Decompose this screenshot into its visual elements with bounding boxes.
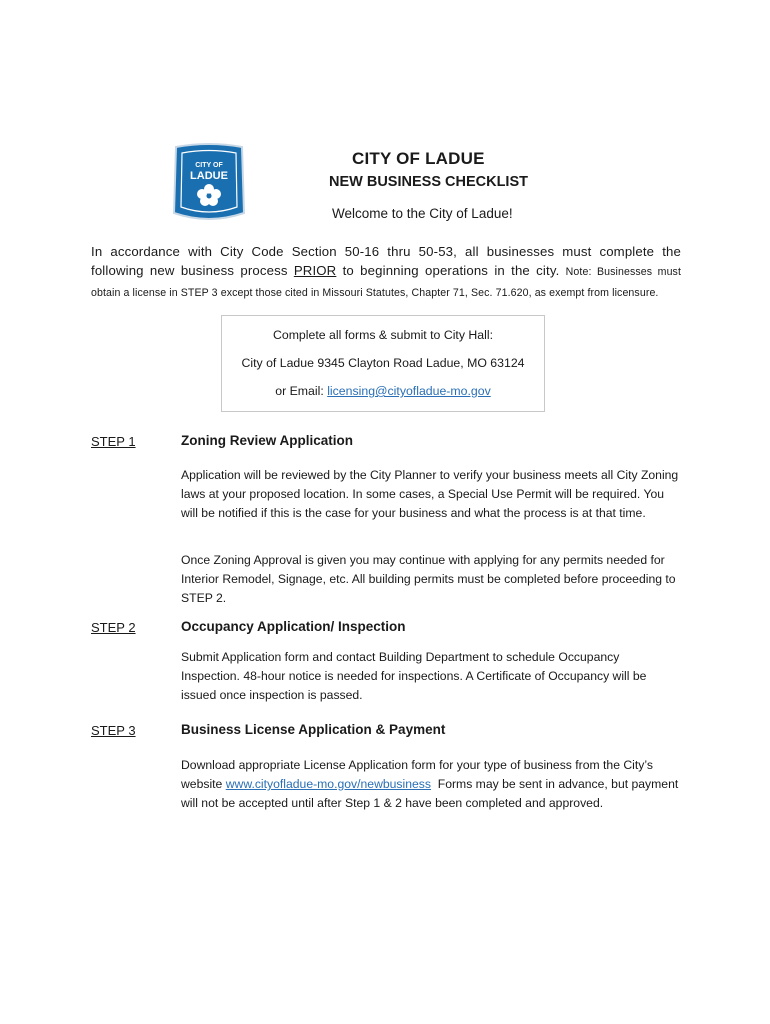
intro-text-before: In accordance with City Code Section 50-16 thru 50-53, all businesses must complete the following new business process — [91, 244, 681, 278]
intro-emphasis: PRIOR — [293, 263, 337, 278]
step3-paragraph — [181, 756, 681, 813]
welcome-text: Welcome to the City of Ladue! — [332, 206, 513, 221]
submit-email-line — [222, 384, 544, 398]
step3-title: Business License Application & Payment — [181, 722, 446, 737]
intro-paragraph — [91, 242, 681, 303]
city-of-ladue-logo — [170, 143, 248, 223]
intro-text-after: to beginning operations in the city. — [336, 263, 566, 278]
page-subtitle: NEW BUSINESS CHECKLIST — [329, 174, 528, 190]
step2-label: STEP 2 — [91, 620, 136, 635]
email-prefix: or Email: — [275, 384, 328, 398]
newbusiness-link[interactable]: www.cityofladue-mo.gov/newbusiness — [225, 777, 431, 791]
step2-title: Occupancy Application/ Inspection — [181, 619, 406, 634]
step2-paragraph: Submit Application form and contact Building Department to schedule Occupancy Inspection. 48-hour notice is needed for inspections. A Certificate of Occupancy will be issued once inspection is passed. — [181, 650, 647, 702]
submit-info-box — [221, 315, 545, 412]
logo-line2: LADUE — [190, 170, 228, 182]
intro-note: Note: Businesses must obtain a license in STEP 3 except those cited in Missouri Statutes, Chapter 71, Sec. 71.620, as exempt from licensure. — [91, 266, 682, 299]
step1-label: STEP 1 — [91, 434, 136, 449]
step3-label: STEP 3 — [91, 723, 136, 738]
step1-paragraph2: Once Zoning Approval is given you may continue with applying for any permits needed for Interior Remodel, Signage, etc. All building permits must be completed before proceeding to STEP 2. — [181, 553, 676, 605]
email-link[interactable]: licensing@cityofladue-mo.gov — [327, 384, 491, 398]
page-title: CITY OF LADUE — [352, 149, 485, 168]
step1-paragraph1: Application will be reviewed by the City Planner to verify your business meets all City Zoning laws at your proposed location. In some cases, a Special Use Permit will be required. You will be notified if this is the case for your business and what the process is at that time. — [181, 468, 679, 520]
submit-line1: Complete all forms & submit to City Hall: — [272, 328, 494, 342]
step1-title: Zoning Review Application — [181, 433, 354, 448]
logo-line1: CITY OF — [195, 162, 223, 169]
step3-text-before: Download appropriate License Application form for your type of business from the City’s website — [181, 758, 653, 791]
submit-address: City of Ladue 9345 Clayton Road Ladue, MO 63124 — [241, 356, 525, 370]
step3-text-after: Forms may be sent in advance, but payment will not be accepted until after Step 1 & 2 have been completed and approved. — [181, 777, 682, 810]
